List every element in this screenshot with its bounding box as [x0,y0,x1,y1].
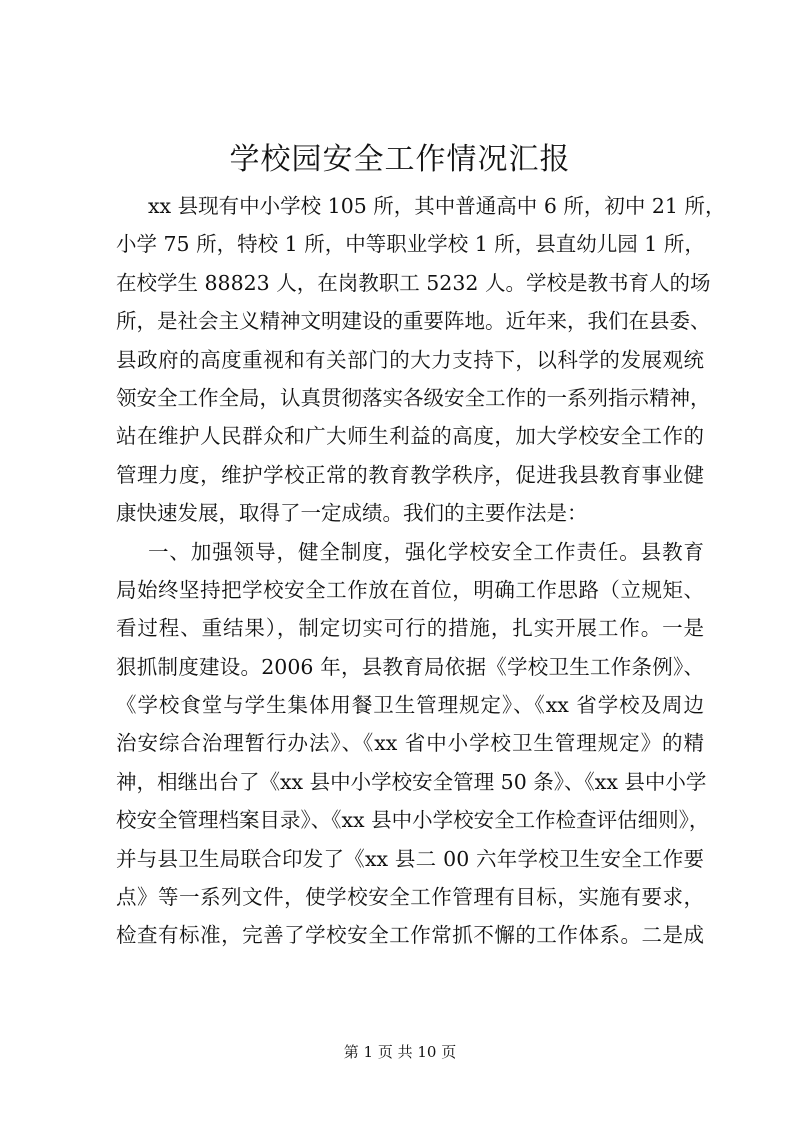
text-line: 站在维护人民群众和广大师生利益的高度，加大学校安全工作的 [116,424,704,449]
text-line: xx 县现有中小学校 105 所，其中普通高中 6 所，初中 21 所， [148,194,726,218]
text-line: 神，相继出台了《xx 县中小学校安全管理 50 条》、《xx 县中小学 [116,769,707,794]
text-line: 看过程、重结果），制定切实可行的措施，扎实开展工作。一是 [116,616,704,641]
page-footer: 第 1 页 共 10 页 [343,1043,457,1061]
text-line: 领安全工作全局，认真贯彻落实各级安全工作的一系列指示精神， [116,385,711,410]
text-line: 局始终坚持把学校安全工作放在首位，明确工作思路（立规矩、 [116,577,704,602]
text-line: 所，是社会主义精神文明建设的重要阵地。近年来，我们在县委、 [116,309,711,334]
text-line: 县政府的高度重视和有关部门的大力支持下，以科学的发展观统 [116,347,704,372]
paragraph-2 [116,533,710,955]
paragraph-1 [116,187,726,533]
text-line: 《学校食堂与学生集体用餐卫生管理规定》、《xx 省学校及周边 [116,693,704,718]
text-line: 一、加强领导，健全制度，强化学校安全工作责任。县教育 [148,539,704,564]
text-line: 管理力度，维护学校正常的教育教学秩序，促进我县教育事业健 [116,462,704,487]
text-line: 康快速发展，取得了一定成绩。我们的主要作法是： [116,501,588,526]
text-line: 检查有标准，完善了学校安全工作常抓不懈的工作体系。二是成 [116,923,704,948]
text-line: 狠抓制度建设。2006 年，县教育局依据《学校卫生工作条例》、 [116,654,704,679]
text-line: 点》等一系列文件，使学校安全工作管理有目标，实施有要求， [116,885,704,910]
document-body [116,187,726,955]
text-line: 校安全管理档案目录》、《xx 县中小学校安全工作检查评估细则》， [116,808,710,833]
text-line: 治安综合治理暂行办法》、《xx 省中小学校卫生管理规定》的精 [116,731,704,756]
text-line: 在校学生 88823 人，在岗教职工 5232 人。学校是教书育人的场 [116,270,711,295]
text-line: 小学 75 所，特校 1 所，中等职业学校 1 所，县直幼儿园 1 所， [116,232,705,257]
document-title: 学校园安全工作情况汇报 [229,142,571,177]
text-line: 并与县卫生局联合印发了《xx 县二 00 六年学校卫生安全工作要 [116,846,704,871]
